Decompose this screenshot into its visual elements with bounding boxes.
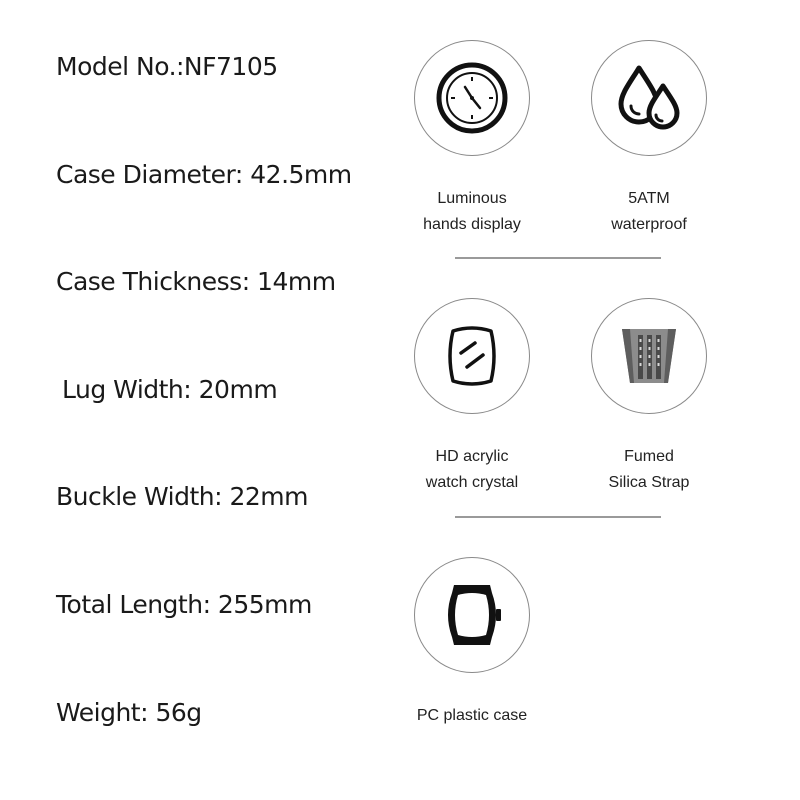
- feature-case: [382, 557, 562, 729]
- spec-buckle-width: Buckle Width: 22mm: [56, 482, 309, 511]
- divider-2: [455, 516, 661, 518]
- feature-luminous-badge: [414, 40, 530, 156]
- watch-case-icon: [436, 579, 508, 651]
- feature-luminous: [382, 40, 562, 238]
- feature-waterproof-line1: 5ATM: [628, 190, 670, 207]
- feature-crystal-caption: [382, 444, 562, 496]
- feature-crystal-line1: HD acrylic: [435, 448, 509, 465]
- feature-waterproof-caption: [559, 186, 739, 238]
- feature-waterproof: [559, 40, 739, 238]
- feature-luminous-line2: hands display: [423, 216, 521, 233]
- feature-case-caption: [382, 703, 562, 729]
- feature-case-badge: [414, 557, 530, 673]
- spec-case-thickness: Case Thickness: 14mm: [56, 267, 336, 296]
- feature-strap-badge: [591, 298, 707, 414]
- spec-case-diameter: Case Diameter: 42.5mm: [56, 160, 352, 189]
- feature-strap: [559, 298, 739, 496]
- spec-model: Model No.:NF7105: [56, 52, 278, 81]
- feature-crystal-line2: watch crystal: [425, 474, 519, 491]
- water-drops-icon: [613, 62, 685, 134]
- feature-luminous-caption: [382, 186, 562, 238]
- feature-strap-line1: Fumed: [624, 448, 674, 465]
- spec-weight: Weight: 56g: [56, 698, 202, 727]
- feature-waterproof-line2: waterproof: [611, 216, 687, 233]
- feature-crystal-badge: [414, 298, 530, 414]
- spec-total-length: Total Length: 255mm: [56, 590, 312, 619]
- clock-icon: [435, 61, 509, 135]
- feature-luminous-line1: Luminous: [437, 190, 507, 207]
- feature-crystal: [382, 298, 562, 496]
- strap-icon: [616, 323, 682, 389]
- feature-strap-caption: [559, 444, 739, 496]
- spec-lug-width: Lug Width: 20mm: [62, 375, 278, 404]
- divider-1: [455, 257, 661, 259]
- feature-strap-line2: Silica Strap: [608, 474, 690, 491]
- watch-crystal-icon: [437, 321, 507, 391]
- feature-waterproof-badge: [591, 40, 707, 156]
- feature-case-line1: PC plastic case: [416, 707, 528, 724]
